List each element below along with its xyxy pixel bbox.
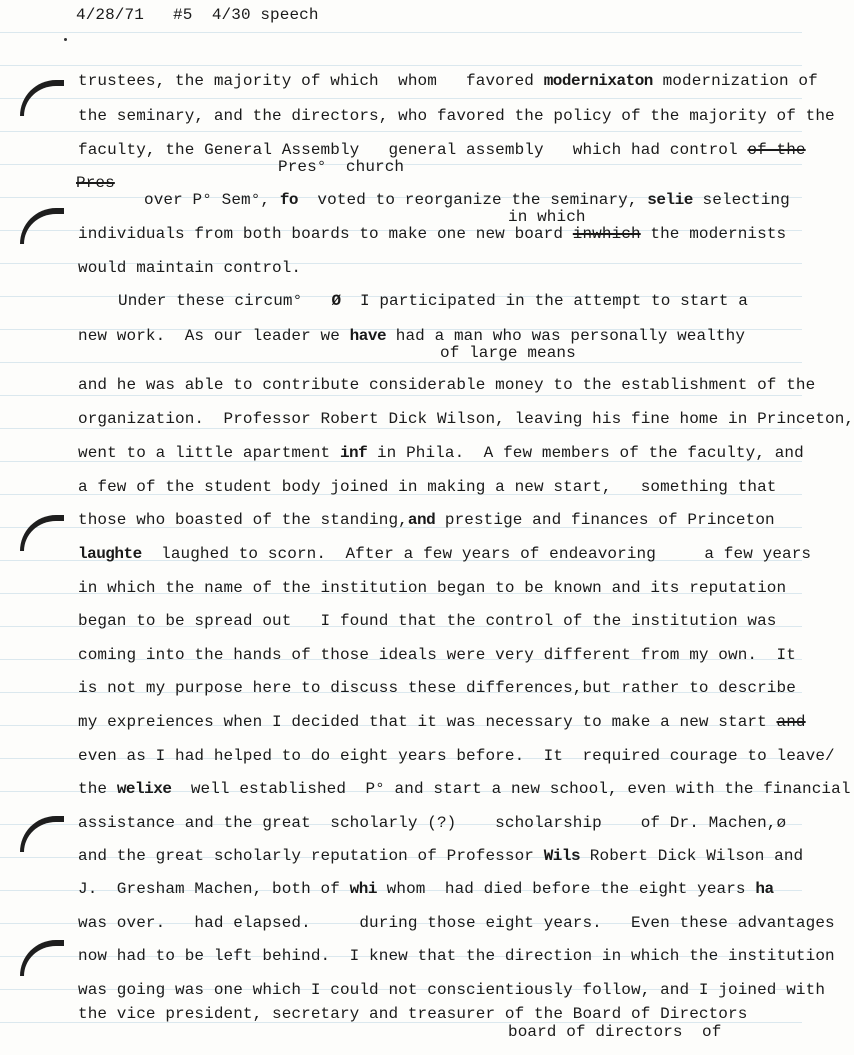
insertion-text: of large means [440, 344, 576, 362]
text-line: over P° Sem°, fo voted to reorganize the seminary, selie selecting [144, 191, 790, 209]
text-line: the vice president, secretary and treasurer of the Board of Directors [78, 1005, 748, 1023]
insertion-text: Pres° church [278, 158, 405, 176]
struck-word: of the [747, 141, 806, 159]
struck-word: Ø [331, 292, 341, 310]
text-line: laughte laughed to scorn. After a few years of endeavoring a few years [78, 545, 812, 563]
text-line: the welixe well established P° and start a new school, even with the financial [78, 780, 851, 798]
text-line: is not my purpose here to discuss these differences,but rather to describe [78, 679, 796, 697]
struck-word: Pres [76, 174, 115, 192]
header-date: 4/28/71 [76, 6, 144, 24]
text-line: and he was able to contribute considerable money to the establishment of the [78, 376, 816, 394]
text-line: even as I had helped to do eight years before. It required courage to leave/ [78, 747, 835, 765]
text-line: my expreiences when I decided that it was necessary to make a new start and [78, 713, 806, 731]
header-subject: 4/30 speech [211, 6, 319, 24]
struck-word: welixe [116, 780, 172, 798]
text-line: now had to be left behind. I knew that the direction in which the institution [78, 947, 835, 965]
struck-word: inwhich [572, 225, 641, 243]
insertion-text: board of directors of [508, 1023, 722, 1041]
struck-word: inf [339, 444, 368, 462]
struck-word: modernixaton [543, 72, 653, 90]
header-number: #5 [173, 6, 193, 24]
struck-word: laughte [78, 545, 142, 563]
text-line: would maintain control. [78, 259, 302, 277]
text-line: the seminary, and the directors, who favored the policy of the majority of the [78, 107, 835, 125]
binder-hole [20, 816, 64, 852]
struck-word: and [407, 511, 436, 529]
text-line: was over. had elapsed. during those eight years. Even these advantages [78, 914, 835, 932]
text-line: organization. Professor Robert Dick Wilson, leaving his fine home in Princeton, [78, 410, 854, 428]
struck-word: and [776, 713, 806, 731]
header-line [76, 6, 319, 24]
struck-word: selie [647, 191, 693, 209]
text-line: trustees, the majority of which whom favored modernixaton modernization of [78, 72, 818, 90]
speck [64, 38, 67, 41]
text-line: went to a little apartment inf in Phila. A few members of the faculty, and [78, 444, 804, 462]
text-line: in which the name of the institution began to be known and its reputation [78, 579, 787, 597]
text-line: faculty, the General Assembly general assembly which had control of the [78, 141, 806, 159]
text-line: Under these circum° Ø I participated in the attempt to start a [118, 292, 749, 310]
text-line: new work. As our leader we have had a man who was personally wealthy [78, 327, 746, 345]
text-line: a few of the student body joined in making a new start, something that [78, 478, 777, 496]
text-line: began to be spread out I found that the control of the institution was [78, 612, 777, 630]
text-line: J. Gresham Machen, both of whi whom had died before the eight years ha [78, 880, 774, 898]
binder-hole [20, 515, 64, 551]
text-line: individuals from both boards to make one new board inwhich the modernists [78, 225, 787, 243]
binder-hole [20, 208, 64, 244]
insertion-text: in which [508, 208, 586, 226]
binder-hole [20, 80, 64, 116]
struck-word: ha [755, 880, 774, 898]
struck-word: have [349, 327, 387, 345]
text-line: and the great scholarly reputation of Professor Wils Robert Dick Wilson and [78, 847, 804, 865]
text-line: was going was one which I could not conscientiously follow, and I joined with [78, 981, 826, 999]
binder-hole [20, 940, 64, 976]
text-line: assistance and the great scholarly (?) scholarship of Dr. Machen,ø [78, 814, 787, 832]
struck-word: Wils [543, 847, 581, 865]
struck-word: fo [279, 191, 299, 209]
text-line: those who boasted of the standing,and prestige and finances of Princeton [78, 511, 775, 529]
text-line: coming into the hands of those ideals were very different from my own. It [78, 646, 796, 664]
struck-word: whi [349, 880, 377, 898]
